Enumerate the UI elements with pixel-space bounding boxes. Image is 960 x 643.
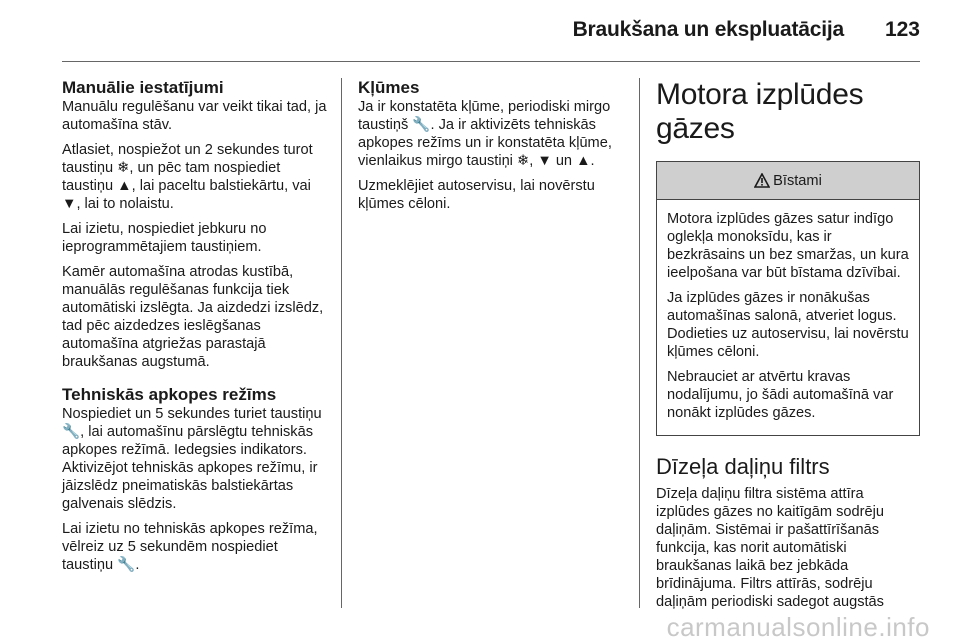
subsection-heading: Dīzeļa daļiņu filtrs	[656, 454, 830, 479]
section-heading: Manuālie iestatījumi	[62, 78, 224, 97]
column-3	[656, 78, 920, 618]
paragraph: Manuālu regulēšanu var veikt tikai tad, ja automašīna stāv.	[62, 99, 327, 133]
column-divider-2	[639, 78, 640, 608]
section-faults	[358, 78, 626, 213]
header-divider	[62, 61, 920, 62]
warning-triangle-icon	[754, 173, 770, 188]
warning-box	[656, 161, 920, 436]
paragraph: Kamēr automašīna atrodas kustībā, manuālās regulēšanas funkcija tiek automātiski izslēgta. Ja aizdedzi izslēdz, tad pēc aizdedzes ieslēgšanas automašīna atgriežas parastajā braukšanas augstumā.	[62, 264, 324, 370]
warning-body	[657, 200, 919, 435]
paragraph: Ja ir konstatēta kļūme, periodiski mirgo taustiņš 🔧. Ja ir aktivizēts tehniskās apkopes režīms un ir konstatēta kļūme, vienlaikus mirgo taustiņi ❄, ▼ un ▲.	[358, 99, 612, 169]
page-number: 123	[884, 18, 920, 41]
section-heading: Kļūmes	[358, 78, 420, 97]
section-manual-settings	[62, 78, 330, 371]
column-2	[358, 78, 626, 220]
chapter-title: Motora izplūdes gāzes	[656, 78, 864, 145]
paragraph: Nospiediet un 5 sekundes turiet taustiņu 🔧, lai automašīnu pārslēgtu tehniskās apkopes režīmā. Iedegsies indikators. Aktivizējot tehniskās apkopes režīmu, ir jāizslēdz pneimatiskās balstiekārtas galvenais slēdzis.	[62, 406, 322, 512]
page-header	[0, 0, 960, 62]
watermark: carmanualsonline.info	[666, 612, 930, 642]
warning-paragraph: Ja izplūdes gāzes ir nonākušas automašīnas salonā, atveriet logus. Dodieties uz autoservisu, lai novērstu kļūmes cēloni.	[667, 290, 909, 360]
paragraph: Dīzeļa daļiņu filtra sistēma attīra izplūdes gāzes no kaitīgām sodrēju daļiņām. Sistēmai ir pašattīrīšanās funkcija, kas norit automātiski braukšanas laikā bez jebkāda brīdinājuma. Filtrs attīrās, sodrēju daļiņām periodiski sadegot augstās	[656, 486, 884, 610]
warning-paragraph: Motora izplūdes gāzes satur indīgo oglekļa monoksīdu, kas ir bezkrāsains un bez smaržas, un kura ieelpošana var būt bīstama dzīvībai.	[667, 211, 909, 281]
paragraph: Lai izietu, nospiediet jebkuru no ieprogrammētajiem taustiņiem.	[62, 221, 267, 255]
warning-paragraph: Nebrauciet ar atvērtu kravas nodalījumu, jo šādi automašīnā var nonākt izplūdes gāzes.	[667, 369, 894, 421]
paragraph: Uzmeklējiet autoservisu, lai novērstu kļūmes cēloni.	[358, 178, 595, 212]
section-service-mode	[62, 385, 330, 574]
paragraph: Atlasiet, nospiežot un 2 sekundes turot taustiņu ❄, un pēc tam nospiediet taustiņu ▲, lai paceltu balstiekārtu, vai ▼, lai to nolaistu.	[62, 142, 313, 212]
header-title: Braukšana un ekspluatācija	[572, 18, 844, 41]
section-heading: Tehniskās apkopes režīms	[62, 385, 277, 404]
warning-label: Bīstami	[773, 172, 822, 189]
section-diesel-particle-filter	[656, 454, 920, 611]
column-1	[62, 78, 330, 581]
warning-header	[657, 162, 919, 200]
column-divider-1	[341, 78, 342, 608]
paragraph: Lai izietu no tehniskās apkopes režīma, vēlreiz uz 5 sekundēm nospiediet taustiņu 🔧.	[62, 521, 318, 573]
